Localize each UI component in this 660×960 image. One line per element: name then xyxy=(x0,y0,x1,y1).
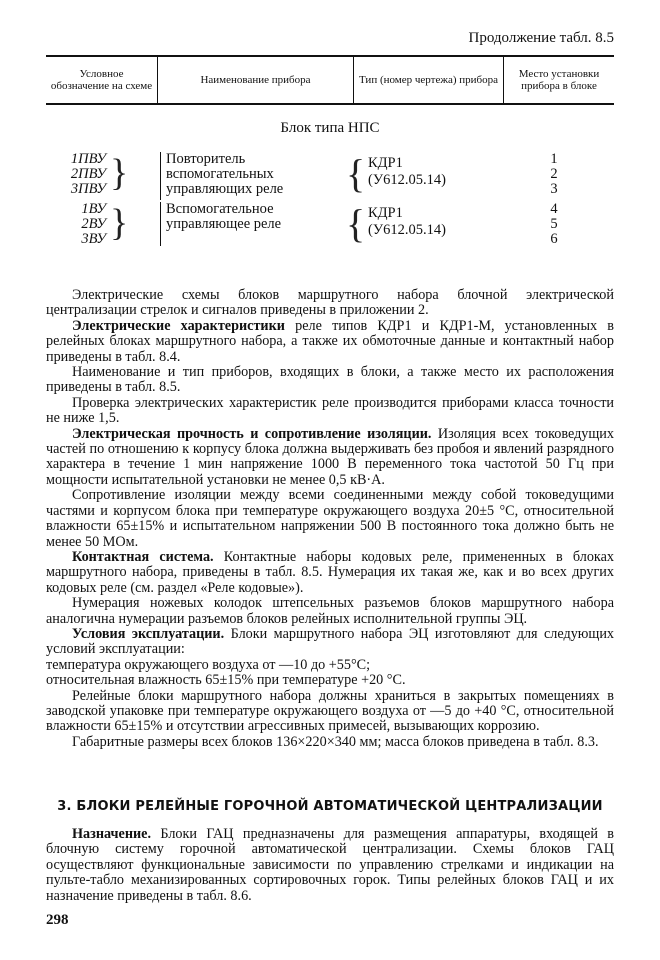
column-divider xyxy=(160,152,161,200)
section-heading: 3. БЛОКИ РЕЛЕЙНЫЕ ГОРОЧНОЙ АВТОМАТИЧЕСКОЙ ЦЕНТРАЛИЗАЦИИ xyxy=(57,799,603,814)
paragraph: Наименование и тип приборов, входящих в блоки, а также место их расположения приведены в табл. 8.5. xyxy=(46,364,614,396)
column-header-mount-place: Место установки прибора в блоке xyxy=(518,68,600,92)
designation-code: 3ПВУ xyxy=(70,181,106,197)
mount-place: 4 xyxy=(550,201,558,217)
table-block-title: Блок типа НПС xyxy=(280,120,380,136)
device-type-line: (У612.05.14) xyxy=(368,222,446,238)
paragraph-text: Блоки ГАЦ предназначены для размещения аппаратуры, входящей в блочную систему горочной автоматической централизации. Схемы блоков ГАЦ осуществляют функциональные зависимости по управлению стрелками и индикации на пульте-табло механизированных сортировочных горок. Типы релейных блоков ГАЦ и их назначение приведены в табл. 8.6. xyxy=(46,826,614,904)
table-row xyxy=(46,152,614,202)
paragraph-text: Изоляция всех токоведущих частей по отношению к корпусу блока должна выдерживать без пробоя и явлений разрядного характера в течение 1 мин напряжение 1000 В переменного тока частотой 50 Гц при мощности испытательной установки не менее 0,5 кВ·А. xyxy=(46,425,614,488)
device-type xyxy=(368,156,446,190)
mount-places xyxy=(534,202,574,247)
paragraph: температура окружающего воздуха от —10 до +55°С; xyxy=(46,656,371,673)
device-type-line: (У612.05.14) xyxy=(368,172,446,188)
column-header-device-name: Наименование прибора xyxy=(158,57,354,103)
run-in-heading: Назначение. xyxy=(72,826,152,842)
designation-code: 2ПВУ xyxy=(70,166,106,182)
designation-codes xyxy=(46,152,106,197)
paragraph: Электрические схемы блоков маршрутного набора блочной электрической централизации стрелок и сигналов приведены в приложении 2. xyxy=(46,287,614,319)
mount-place: 3 xyxy=(550,181,558,197)
paragraph-text: Блоки маршрутного набора ЭЦ изготовляют для следующих условий эксплуатации: xyxy=(46,625,615,658)
paragraph xyxy=(46,627,614,658)
designation-code: 1ПВУ xyxy=(70,151,106,167)
table-header xyxy=(46,55,614,105)
device-type xyxy=(368,206,446,240)
device-type-line: КДР1 xyxy=(368,155,403,171)
column-header-device-type: Тип (номер чертежа) прибора xyxy=(354,57,504,103)
column-header-designation: Условное обозначение на схеме xyxy=(46,57,158,103)
left-brace-icon: { xyxy=(346,201,366,246)
designation-code: 3ВУ xyxy=(81,231,106,247)
run-in-heading: Электрическая прочность и сопротивление изоляции. xyxy=(72,425,432,442)
paragraph: Сопротивление изоляции между всеми соединенными между собой токоведущими частями и корпусом блока при температуре окружающего воздуха 20±5 °С, относительной влажности 65±15% и испытательном напряжении 500 В постоянного тока должно быть не менее 50 МОм. xyxy=(46,487,614,550)
paragraph xyxy=(46,827,614,904)
mount-place: 5 xyxy=(550,216,558,232)
paragraph-text: реле типов КДР1 и КДР1-М, установленных в релейных блоках маршрутного набора, а также их обмоточные данные и контактный набор приведены в табл. 8.4. xyxy=(46,317,614,365)
mount-place: 6 xyxy=(550,231,558,247)
designation-codes xyxy=(46,202,106,247)
paragraph: относительная влажность 65±15% при температуре +20 °С. xyxy=(46,672,406,689)
mount-place: 1 xyxy=(550,151,558,167)
column-divider xyxy=(160,202,161,246)
paragraph: Проверка электрических характеристик реле производится приборами класса точности не ниже 1,5. xyxy=(46,394,614,427)
paragraph: Релейные блоки маршрутного набора должны храниться в закрытых помещениях в заводской упаковке при температуре окружающего воздуха от —5 до +40 °С, относительной влажности 65±15% и отсутствии агрессивных примесей, вызывающих коррозию. xyxy=(46,687,614,735)
designation-code: 1ВУ xyxy=(81,201,106,217)
paragraph xyxy=(46,427,614,489)
table-row xyxy=(46,202,614,252)
body-text xyxy=(46,288,614,750)
page-number: 298 xyxy=(46,912,69,928)
device-type-line: КДР1 xyxy=(368,205,403,221)
run-in-heading: Условия эксплуатации. xyxy=(72,625,225,642)
section-text xyxy=(46,827,614,904)
device-name: Вспомогательное управляющее реле xyxy=(166,201,282,232)
mount-places xyxy=(534,152,574,197)
device-name: Повторитель вспомогательных управляющих реле xyxy=(166,151,284,197)
run-in-heading: Электрические характеристики xyxy=(72,317,285,334)
mount-place: 2 xyxy=(550,166,558,182)
paragraph xyxy=(46,550,614,596)
run-in-heading: Контактная система. xyxy=(72,548,214,565)
paragraph: Габаритные размеры всех блоков 136×220×340 мм; масса блоков приведена в табл. 8.3. xyxy=(72,733,599,750)
table-continuation-label: Продолжение табл. 8.5 xyxy=(468,30,614,46)
paragraph: Нумерация ножевых колодок штепсельных разъемов блоков маршрутного набора аналогична нумерации разъемов блоков релейных исполнительной группы ЭЦ. xyxy=(46,595,614,627)
left-brace-icon: { xyxy=(346,151,366,196)
paragraph-text: Контактные наборы кодовых реле, примененных в блоках маршрутного набора, приведены в табл. 8.5. Нумерация их такая же, как и во всех других кодовых реле (см. раздел «Реле кодовые»). xyxy=(46,548,614,596)
right-brace-icon: } xyxy=(110,152,129,194)
designation-code: 2ВУ xyxy=(81,216,106,232)
right-brace-icon: } xyxy=(110,202,129,244)
paragraph xyxy=(46,319,614,365)
